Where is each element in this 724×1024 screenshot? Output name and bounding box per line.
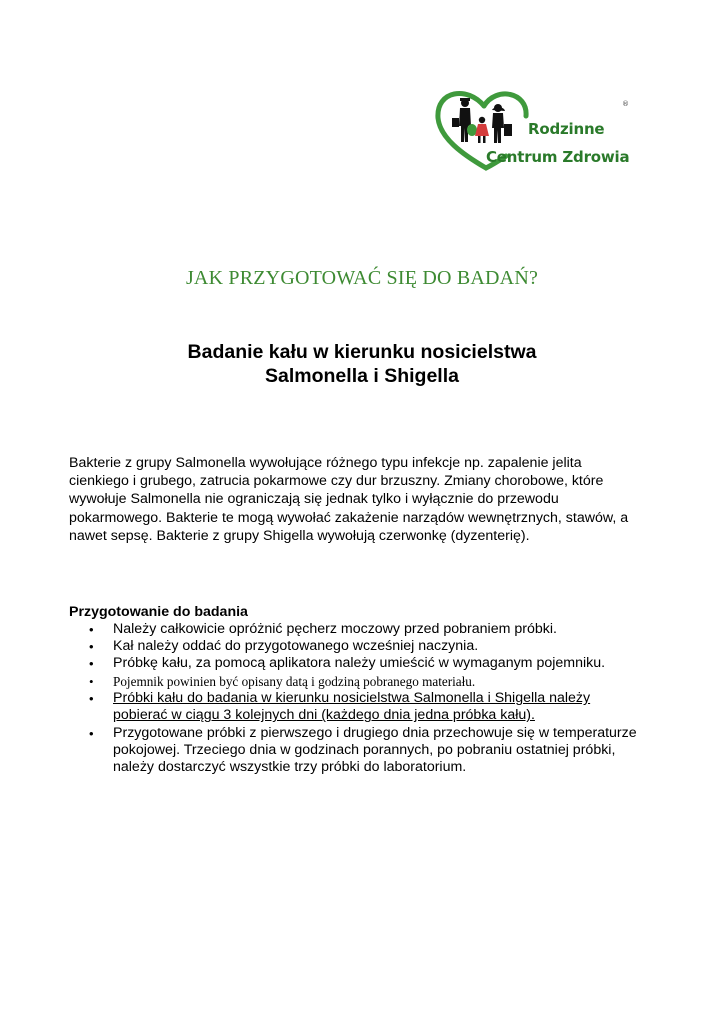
registered-mark: ® [622, 100, 629, 108]
list-item [69, 621, 669, 638]
list-item [69, 655, 669, 672]
list-item [69, 638, 669, 655]
list-item-text: Kał należy oddać do przygotowanego wcześniej naczynia. [113, 638, 479, 655]
intro-line: nawet sepsę. Bakterie z grupy Shigella wywołują czerwonkę (dyzenterię). [69, 527, 530, 544]
bullet-icon: • [89, 725, 94, 741]
preparation-heading: Przygotowanie do badania [69, 604, 248, 620]
logo [434, 88, 634, 180]
subtitle-line-1: Badanie kału w kierunku nosicielstwa [187, 341, 537, 363]
bullet-icon: • [89, 691, 94, 707]
list-item-text: Należy całkowicie opróżnić pęcherz moczowy przed pobraniem próbki. [113, 621, 557, 637]
intro-line: pokarmowego. Bakterie te mogą wywołać zakażenie narządów wewnętrznych, stawów, a [69, 509, 629, 526]
list-item-text: pobierać w ciągu 3 kolejnych dni (każdego dnia jedna próbka kału). [113, 707, 535, 724]
page-subtitle [0, 340, 724, 388]
list-item [69, 690, 669, 724]
list-item [69, 725, 669, 777]
logo-name-line1: Rodzinne [528, 120, 605, 138]
logo-name-line2: Centrum Zdrowia [486, 148, 630, 166]
page-title: JAK PRZYGOTOWAĆ SIĘ DO BADAŃ? [185, 267, 539, 289]
list-item-text: Przygotowane próbki z pierwszego i drugiego dnia przechowuje się w temperaturze [113, 724, 637, 741]
list-item-text: Próbki kału do badania w kierunku nosicielstwa Salmonella i Shigella należy [113, 690, 591, 707]
list-item-text: należy dostarczyć wszystkie trzy próbki do laboratorium. [113, 759, 467, 776]
intro-line: cienkiego i grubego, zatrucia pokarmowe czy dur brzuszny. Zmiany chorobowe, które [69, 473, 604, 490]
preparation-list [69, 621, 669, 776]
bullet-icon: • [89, 622, 94, 637]
intro-line: Bakterie z grupy Salmonella wywołujące różnego typu infekcje np. zapalenie jelita [69, 455, 582, 471]
intro-line: wywołuje Salmonella nie ograniczają się jednak tylko i wyłącznie do przewodu [69, 491, 559, 508]
bullet-icon: • [89, 673, 94, 689]
list-item [69, 673, 669, 691]
bullet-icon: • [89, 656, 94, 672]
list-item-text: Próbkę kału, za pomocą aplikatora należy umieścić w wymaganym pojemniku. [113, 655, 606, 672]
intro-paragraph [69, 454, 659, 545]
subtitle-line-2: Salmonella i Shigella [265, 365, 459, 387]
list-item-text: Pojemnik powinien być opisany datą i godziną pobranego materiału. [113, 673, 476, 689]
list-item-text: pokojowej. Trzeciego dnia w godzinach porannych, po pobraniu ostatniej próbki, [113, 741, 616, 758]
bullet-icon: • [89, 639, 94, 655]
